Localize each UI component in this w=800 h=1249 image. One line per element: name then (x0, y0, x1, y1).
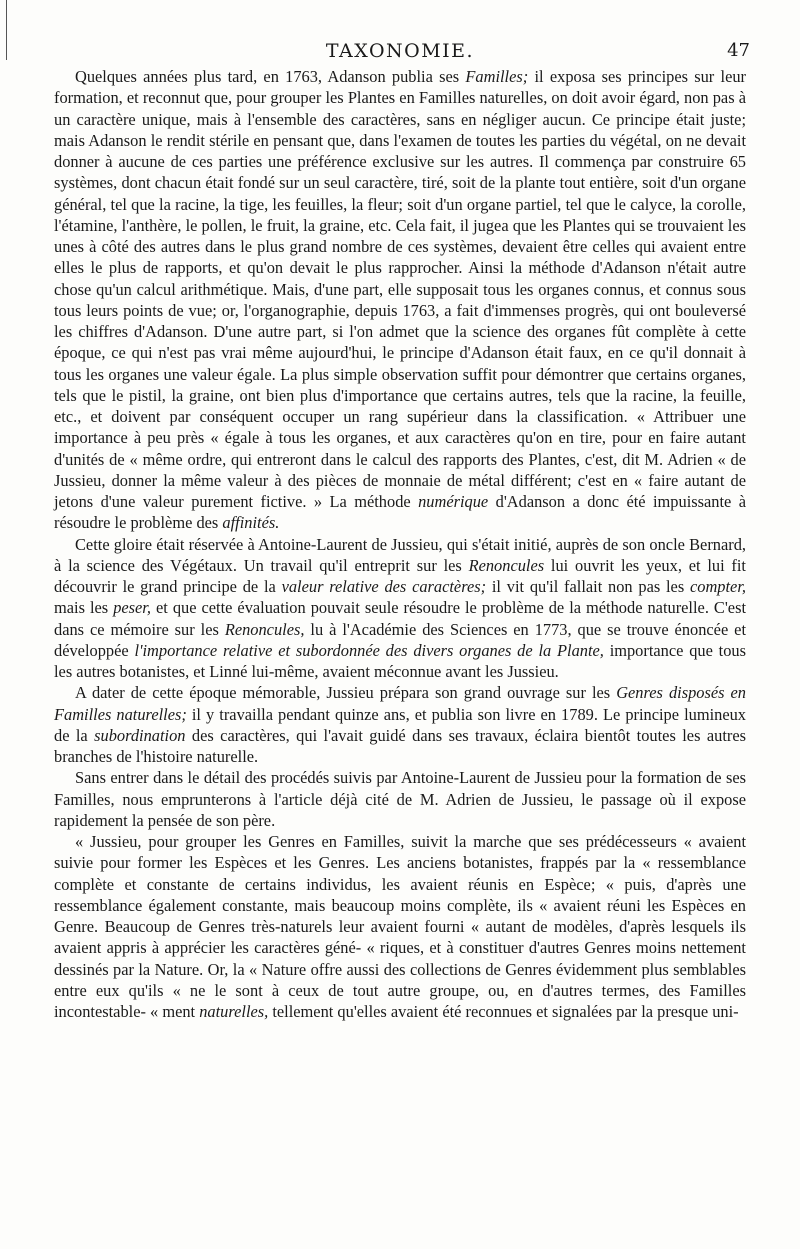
italic-text: Genres disposés en Familles naturelles; (54, 683, 746, 724)
italic-text: naturelles, (199, 1002, 269, 1021)
text-run: Sans entrer dans le détail des procédés suivis par Antoine-Laurent de Jussieu pour la formation de ses Familles, nous emprunterons à l'article déjà cité de M. Adrien de Jussieu, le passage où il expose rapidement la pensée de son père. (54, 768, 746, 830)
italic-text: l'importance relative et subordonnée des divers organes de la Plante, (134, 640, 604, 660)
paragraph (54, 767, 746, 831)
text-run: Cette gloire était réservée à Antoine-Laurent de Jussieu, qui s'était initié, auprès de son oncle Bernard, à la science des Végétaux. Un travail qu'il entreprit sur les (54, 534, 746, 575)
text-run: lui ouvrit les yeux, et lui fit découvrir le grand principe de la (54, 555, 746, 596)
italic-text: affinités. (222, 513, 280, 533)
text-run: importance que tous les autres botanistes, et Linné lui-même, avaient méconnue avant les Jussieu. (54, 640, 746, 681)
italic-text: Renoncules (468, 555, 545, 575)
text-run: Quelques années plus tard, en 1763, Adanson publia ses (75, 67, 466, 86)
text-run: il y travailla pendant quinze ans, et publia son livre en 1789. Le principe lumineux de la (54, 704, 746, 745)
text-run: d'Adanson a donc été impuissante à résoudre le problème des (54, 492, 747, 533)
body-text (54, 66, 746, 1022)
text-run: des caractères, qui l'avait guidé dans ses travaux, éclaira bientôt toutes les autres branches de l'histoire naturelle. (54, 725, 746, 766)
italic-text: numérique (418, 492, 489, 511)
page-header (0, 36, 800, 66)
text-run: mais les (54, 598, 114, 618)
text-run: il exposa ses principes sur leur formation, et reconnut que, pour grouper les Plantes en Familles naturelles, on doit avoir égard, non pas à un caractère unique, mais à l'ensemble des caractères, sans en négliger aucun. Ce principe était juste; mais Adanson le rendit stérile en pensant que, dans l'examen de toutes les parties du végétal, on ne devait donner à aucune de ces parties une préférence exclusive sur les autres. Il commença par construire 65 systèmes, dont chacun était fondé sur un seul caractère, tiré, soit de la plante tout entière, soit d'un organe général, tel que la racine, la tige, les feuilles, la fleur; soit d'un organe partiel, tel que le calyce, la corolle, l'étamine, l'anthère, le pollen, le fruit, la graine, etc. Cela fait, il jugea que les Plantes qui se trouvaient les unes à côté des autres dans le plus grand nombre de ces systèmes, devaient être celles qui avaient entre elles le plus de rapports, et qu'on devait le plus rapprocher. Ainsi la méthode d'Adanson n'était autre chose qu'un calcul arithmétique. Mais, d'une part, elle supposait tous les organes connus, et connus sous tous leurs points de vue; or, l'organographie, depuis 1763, a fait d'immenses progrès, qui ont bouleversé les chiffres d'Adanson. D'une autre part, si l'on admet que la science des organes fût complète à cette époque, ce qui n'est pas vrai même aujourd'hui, le principe d'Adanson était faux, en ce qu'il donnait à tous les organes une valeur égale. La plus simple observation suffit pour démontrer que certains organes, tels que le pistil, la graine, ont bien plus d'importance que certains autres, tels que la racine, la feuille, etc., et doivent par conséquent occuper un rang supérieur dans la classification. « Attribuer une importance à peu près « égale à tous les organes, et aux caractères qu'on en tire, pour en faire autant d'unités de « même ordre, qui entreront dans le calcul des rapports des Plantes, c'est, dit M. Adrien « de Jussieu, donner la même valeur à des pièces de monnaie de métal différent; c'est en « faire autant de jetons d'une valeur purement fictive. » La méthode (54, 67, 747, 511)
page-number: 47 (727, 40, 750, 61)
paragraph (54, 682, 746, 767)
italic-text: compter, (690, 577, 746, 596)
italic-text: Renoncules, (224, 619, 305, 639)
text-run: tellement qu'elles avaient été reconnues et signalées par la presque uni- (268, 1002, 739, 1021)
running-title: TAXONOMIE. (325, 40, 475, 62)
paragraph (54, 534, 746, 683)
text-run: lu à l'Académie des Sciences en 1773, que se trouve énoncée et développée (54, 619, 747, 660)
text-run: A dater de cette époque mémorable, Jussieu prépara son grand ouvrage sur les (75, 683, 617, 703)
italic-text: valeur relative des caractères; (281, 577, 487, 596)
text-run: « Jussieu, pour grouper les Genres en Familles, suivit la marche que ses prédécesseurs « avaient suivie pour former les Espèces et les Genres. Les anciens botanistes, frappés par la « ressemblance complète et constante de certains individus, les avaient réunis en Espèce; « puis, d'après une ressemblance également constante, mais beaucoup moins complète, ils « avaient réuni les Espèces en Genre. Beaucoup de Genres très-naturels leur avaient fourni « autant de modèles, d'après lesquels ils avaient appris à apprécier les caractères géné- « riques, et à constituer d'autres Genres moins nettement dessinés par la Nature. Or, la « Nature offre aussi des collections de Genres évidemment plus semblables entre eux qu'ils « ne le sont à ceux de tout autre groupe, ou, en d'autres termes, des Familles incontestable- « ment (54, 832, 746, 1021)
text-run: il vit qu'il fallait non pas les (486, 577, 690, 596)
italic-text: subordination (94, 725, 186, 745)
italic-text: Familles; (465, 67, 529, 86)
paragraph (54, 831, 746, 1022)
italic-text: peser, (113, 598, 151, 618)
text-run: et que cette évaluation pouvait seule résoudre le problème de la méthode naturelle. C'est dans ce mémoire sur les (54, 598, 747, 639)
paragraph (54, 66, 746, 534)
